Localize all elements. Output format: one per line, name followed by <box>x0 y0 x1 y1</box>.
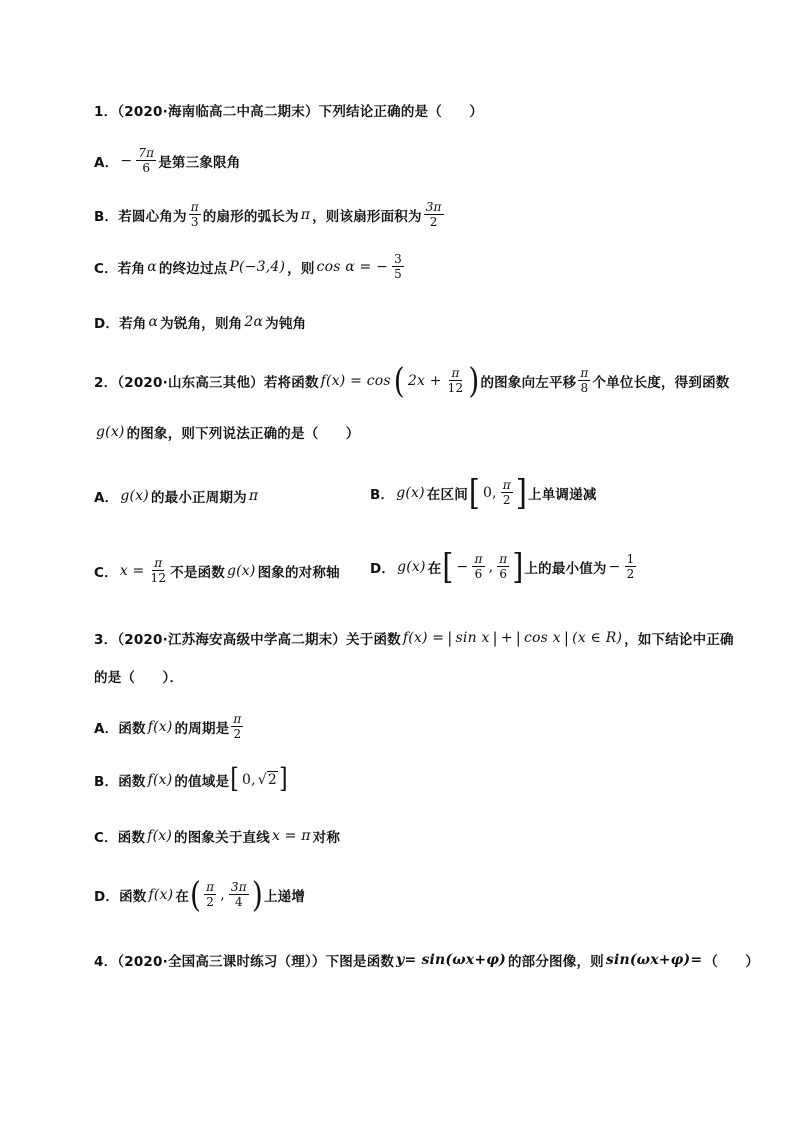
option-text: B．若圆心角为 <box>94 208 187 225</box>
fraction <box>578 366 590 395</box>
math-function: g(x) <box>226 562 256 579</box>
fraction <box>446 366 466 395</box>
math-expr: sin x <box>455 630 490 646</box>
option-text: C．若角 <box>94 260 146 277</box>
q2-stem <box>94 359 730 401</box>
numerator: π <box>502 478 511 492</box>
math-alpha: α <box>148 314 159 330</box>
q4-stem-text: （ ） <box>704 954 760 970</box>
math-sign: − <box>608 558 621 575</box>
q3-option-d <box>94 873 306 915</box>
denominator: 6 <box>499 567 508 581</box>
option-text: 上的最小值为 <box>524 560 607 577</box>
denominator: 6 <box>474 567 483 581</box>
paren-right: ) <box>251 873 263 915</box>
numerator: π <box>474 552 483 566</box>
math-pi: π <box>248 488 259 504</box>
math-value: 0, <box>483 484 497 501</box>
math-function: f(x) = cos <box>320 372 391 389</box>
fraction <box>424 200 444 229</box>
math-function: f(x) = <box>402 630 445 646</box>
denominator: 12 <box>150 571 167 585</box>
numerator: 3π <box>230 880 247 894</box>
q4-stem-text: 的部分图像，则 <box>507 954 604 970</box>
math-sign: − <box>456 558 469 575</box>
math-comma: , <box>220 886 225 903</box>
numerator: π <box>206 880 215 894</box>
numerator: π <box>190 200 199 214</box>
math-value: 0, <box>242 772 256 788</box>
numerator: 7π <box>138 146 155 160</box>
option-text: 为钝角 <box>265 316 307 332</box>
option-label: B． <box>370 486 395 503</box>
q1-option-c <box>94 252 406 281</box>
fraction <box>231 712 243 741</box>
q2-option-b <box>370 471 597 513</box>
abs-bar: | <box>515 629 522 647</box>
option-text: B．函数 <box>94 774 146 790</box>
math-expr: y= sin(ωx+φ) <box>396 952 506 968</box>
option-text: 的周期是 <box>174 720 230 737</box>
denominator: 12 <box>447 381 464 395</box>
fraction <box>625 552 637 581</box>
fraction <box>204 880 216 909</box>
numerator: π <box>499 552 508 566</box>
q2-stem-text: 的图象，则下列说法正确的是（ ） <box>126 426 360 442</box>
option-text: 的值域是 <box>174 774 230 790</box>
math-function: g(x) <box>397 558 426 575</box>
math-alpha: α <box>147 258 157 275</box>
denominator: 8 <box>580 381 589 395</box>
fraction <box>497 552 509 581</box>
math-sign: − <box>120 152 133 169</box>
math-expr: sin(ωx+φ)= <box>605 952 703 968</box>
option-text: 图象的对称轴 <box>257 564 340 581</box>
bracket-right: ] <box>515 471 528 513</box>
q2-option-c <box>94 556 340 585</box>
math-function: f(x) <box>147 828 173 844</box>
math-expr: cos x <box>524 630 561 646</box>
option-text: 的终边过点 <box>158 260 228 277</box>
denominator: 5 <box>394 267 402 281</box>
option-text: ，则 <box>287 260 315 277</box>
q1-stem <box>94 100 483 120</box>
q2-stem-text: 个单位长度，得到函数 <box>592 374 730 391</box>
fraction <box>392 252 404 281</box>
fraction <box>472 552 484 581</box>
option-text: ，则该扇形面积为 <box>312 208 422 225</box>
numerator: π <box>233 712 242 726</box>
q4-stem-text: 4．（2020·全国高三课时练习（理））下图是函数 <box>94 954 395 970</box>
math-expr: 2x + <box>407 372 442 389</box>
option-label: A． <box>94 490 119 506</box>
denominator: 2 <box>429 215 438 229</box>
option-text: 的扇形的弧长为 <box>202 208 299 225</box>
numerator: 3π <box>425 200 442 214</box>
paren-right: ) <box>468 359 480 401</box>
denominator: 2 <box>626 567 635 581</box>
q4-stem <box>94 950 759 970</box>
q1-option-b <box>94 200 446 229</box>
option-text: 对称 <box>312 830 341 846</box>
q3-option-b <box>94 763 289 795</box>
q1-option-d <box>94 312 306 332</box>
math-plus: + <box>500 630 513 646</box>
math-cos: cos α = − <box>316 258 389 275</box>
q2-option-a <box>94 486 260 506</box>
option-text: 在 <box>427 560 442 577</box>
q3-stem-line2 <box>94 666 183 686</box>
q2-option-d <box>370 545 638 587</box>
numerator: 1 <box>626 552 635 566</box>
option-text: 在区间 <box>426 486 468 503</box>
bracket-left: [ <box>468 471 481 513</box>
fraction <box>189 200 201 229</box>
fraction <box>501 478 513 507</box>
abs-bar: | <box>492 629 498 647</box>
math-function: g(x) <box>96 424 125 440</box>
denominator: 6 <box>142 161 151 175</box>
option-text: 的图象关于直线 <box>174 830 270 846</box>
math-expr: x = <box>119 562 145 579</box>
option-text: 不是函数 <box>170 564 225 581</box>
radicand: 2 <box>267 772 278 788</box>
q3-stem-text: 3．（2020·江苏海安高级中学高二期末）关于函数 <box>94 632 401 648</box>
math-equation: x = π <box>271 828 311 844</box>
q3-stem-text: 的是（ ）． <box>94 670 184 686</box>
bracket-left: [ <box>442 545 454 587</box>
numerator: 3 <box>394 252 402 266</box>
math-comma: , <box>488 558 494 575</box>
fraction <box>136 146 156 175</box>
q3-stem <box>94 628 734 648</box>
q2-stem-text: 2．（2020·山东高三其他）若将函数 <box>94 374 319 391</box>
q1-option-a <box>94 146 240 175</box>
denominator: 2 <box>502 493 511 507</box>
q2-stem-line2 <box>94 422 360 442</box>
denominator: 2 <box>206 895 215 909</box>
option-text: 上单调递减 <box>528 486 597 503</box>
paren-left: ( <box>190 873 202 915</box>
option-text: D．函数 <box>94 888 147 905</box>
math-function: g(x) <box>396 484 425 501</box>
math-function: g(x) <box>120 488 149 504</box>
q3-option-c <box>94 826 340 846</box>
denominator: 3 <box>190 215 199 229</box>
math-2alpha: 2α <box>244 314 264 330</box>
option-label: A． <box>94 154 119 171</box>
numerator: π <box>580 366 589 380</box>
q1-stem-text: 1．（2020·海南临高二中高二期末）下列结论正确的是（ ） <box>94 104 484 120</box>
math-function: f(x) <box>147 718 173 735</box>
bracket-right: ] <box>512 545 524 587</box>
denominator: 2 <box>233 727 242 741</box>
denominator: 4 <box>234 895 243 909</box>
option-text: 的最小正周期为 <box>150 490 247 506</box>
q3-stem-text: ，如下结论中正确 <box>624 632 734 648</box>
math-function: f(x) <box>148 886 174 903</box>
bracket-left: [ <box>230 763 240 795</box>
numerator: π <box>451 366 460 380</box>
option-label: C． <box>94 564 118 581</box>
math-pi: π <box>300 206 311 223</box>
option-text: 在 <box>175 888 190 905</box>
math-domain: (x ∈ R) <box>572 630 623 646</box>
sqrt: √2 <box>257 772 278 788</box>
option-label: D． <box>370 560 396 577</box>
option-text: D．若角 <box>94 316 147 332</box>
option-text: A．函数 <box>94 720 146 737</box>
fraction <box>229 880 249 909</box>
option-text: 为锐角，则角 <box>160 316 243 332</box>
abs-bar: | <box>563 629 570 647</box>
option-text: C．函数 <box>94 830 146 846</box>
fraction <box>149 556 169 585</box>
paren-left: ( <box>393 359 405 401</box>
option-text: 是第三象限角 <box>158 154 241 171</box>
q2-stem-text: 的图象向左平移 <box>480 374 577 391</box>
bracket-right: ] <box>279 763 288 795</box>
math-point: P(−3,4) <box>229 258 286 275</box>
math-function: f(x) <box>147 772 173 788</box>
q3-option-a <box>94 712 245 741</box>
numerator: π <box>154 556 163 570</box>
option-text: 上递增 <box>263 888 306 905</box>
abs-bar: | <box>447 629 453 647</box>
